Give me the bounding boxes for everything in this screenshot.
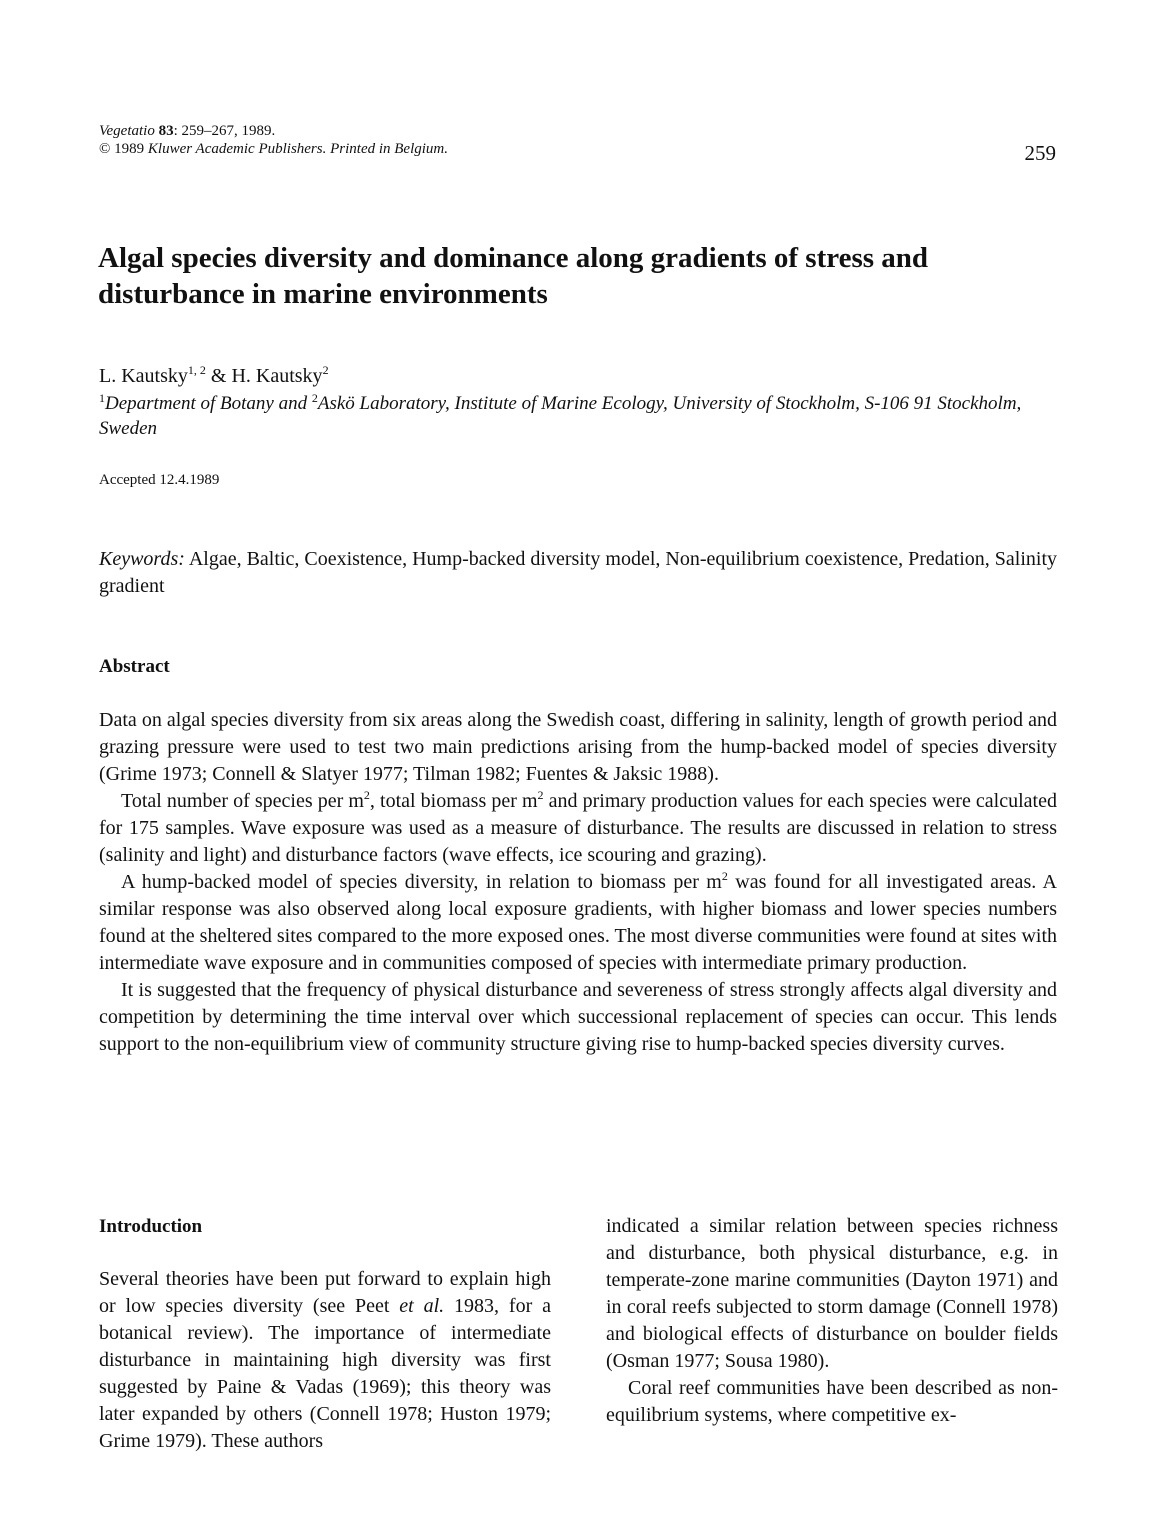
affiliation	[99, 391, 1059, 441]
superscript: 2	[537, 788, 544, 802]
abstract-body	[99, 707, 1057, 1058]
journal-volume: 83	[158, 123, 174, 139]
keywords	[99, 546, 1057, 600]
affiliation-marker: 2	[311, 391, 318, 405]
journal-header	[99, 122, 448, 158]
paper-title: Algal species diversity and dominance along gradients of stress and disturbance in marine environments	[98, 242, 929, 310]
journal-pages-year: : 259–267, 1989.	[173, 123, 276, 139]
body-paragraph: indicated a similar relation between species richness and disturbance, both physical disturbance, e.g. in temperate-zone marine communities (Dayton 1971) and in coral reefs subjected to storm damage (Connell 1978) and biological effects of disturbance on boulder fields (Osman 1977; Sousa 1980).	[606, 1215, 1058, 1372]
page-number: 259	[1024, 141, 1056, 165]
abstract-paragraph: Data on algal species diversity from six areas along the Swedish coast, differing in salinity, length of growth period and grazing pressure were used to test two main predictions arising from the hump-backed model of species diversity (Grime 1973; Connell & Slatyer 1977; Tilman 1982; Fuentes & Jaksic 1988).	[99, 709, 1057, 785]
abstract-text: was found for all investigated areas. A similar response was also observed along local exposure gradients, with higher biomass and lower species numbers found at the sheltered sites compared to the more exposed ones. The most diverse communities were found at sites with intermediate wave exposure and in communities composed of species with intermediate primary production.	[99, 871, 1057, 974]
author-line	[99, 364, 329, 388]
publisher-note: Kluwer Academic Publishers. Printed in Belgium.	[147, 141, 449, 157]
body-paragraph	[99, 1266, 551, 1455]
copyright-symbol-year: © 1989	[99, 141, 145, 157]
journal-name: Vegetatio	[99, 123, 155, 139]
body-text-italic: et al.	[399, 1295, 445, 1317]
copyright-line	[99, 140, 448, 158]
abstract-paragraph: It is suggested that the frequency of physical disturbance and severeness of stress strongly affects algal diversity and competition by determining the time interval over which successional replacement of species can occur. This lends support to the non-equilibrium view of community structure giving rise to hump-backed species diversity curves.	[99, 979, 1057, 1055]
superscript: 2	[721, 869, 728, 883]
affiliation-marker: 1	[99, 391, 105, 405]
keywords-text: Algae, Baltic, Coexistence, Hump-backed diversity model, Non-equilibrium coexistence, Predation, Salinity gradient	[99, 548, 1057, 597]
body-text: Several theories have been put forward to explain high or low species diversity (see Peet	[99, 1268, 551, 1317]
abstract-heading: Abstract	[99, 656, 170, 677]
accepted-date: Accepted 12.4.1989	[99, 472, 220, 488]
body-text: 1983, for a botanical review). The importance of intermediate disturbance in maintaining high diversity was first suggested by Paine & Vadas (1969); this theory was later expanded by others (Connell 1978; Huston 1979; Grime 1979). These authors	[99, 1295, 551, 1452]
affiliation-department: Department of Botany and	[105, 393, 312, 414]
abstract-text: , total biomass per m	[369, 790, 538, 812]
abstract-text: Total number of species per m	[121, 790, 364, 812]
author-affiliation-marker: 2	[322, 363, 329, 377]
abstract-paragraph	[99, 788, 1057, 869]
body-paragraph: Coral reef communities have been described as non-equilibrium systems, where competitive ex-	[606, 1377, 1058, 1426]
citation-line	[99, 122, 448, 140]
author-name: H. Kautsky	[231, 365, 323, 387]
introduction-heading: Introduction	[99, 1216, 203, 1237]
author-affiliation-marker: 1, 2	[187, 363, 206, 377]
body-column-right	[606, 1213, 1058, 1429]
body-column-left	[99, 1266, 551, 1455]
author-name: L. Kautsky	[99, 365, 188, 387]
keywords-label: Keywords:	[99, 548, 185, 570]
abstract-text: A hump-backed model of species diversity, in relation to biomass per m	[121, 871, 722, 893]
author-conjunction: &	[205, 365, 232, 387]
abstract-text: and primary production values for each species were calculated for 175 samples. Wave exposure was used as a measure of disturbance. The results are discussed in relation to stress (salinity and light) and disturbance factors (wave effects, ice scouring and grazing).	[99, 790, 1057, 866]
abstract-paragraph	[99, 869, 1057, 977]
superscript: 2	[363, 788, 370, 802]
affiliation-laboratory: Askö Laboratory, Institute of Marine Ecology, University of Stockholm, S-106 91 Stockholm, Sweden	[99, 393, 1022, 439]
